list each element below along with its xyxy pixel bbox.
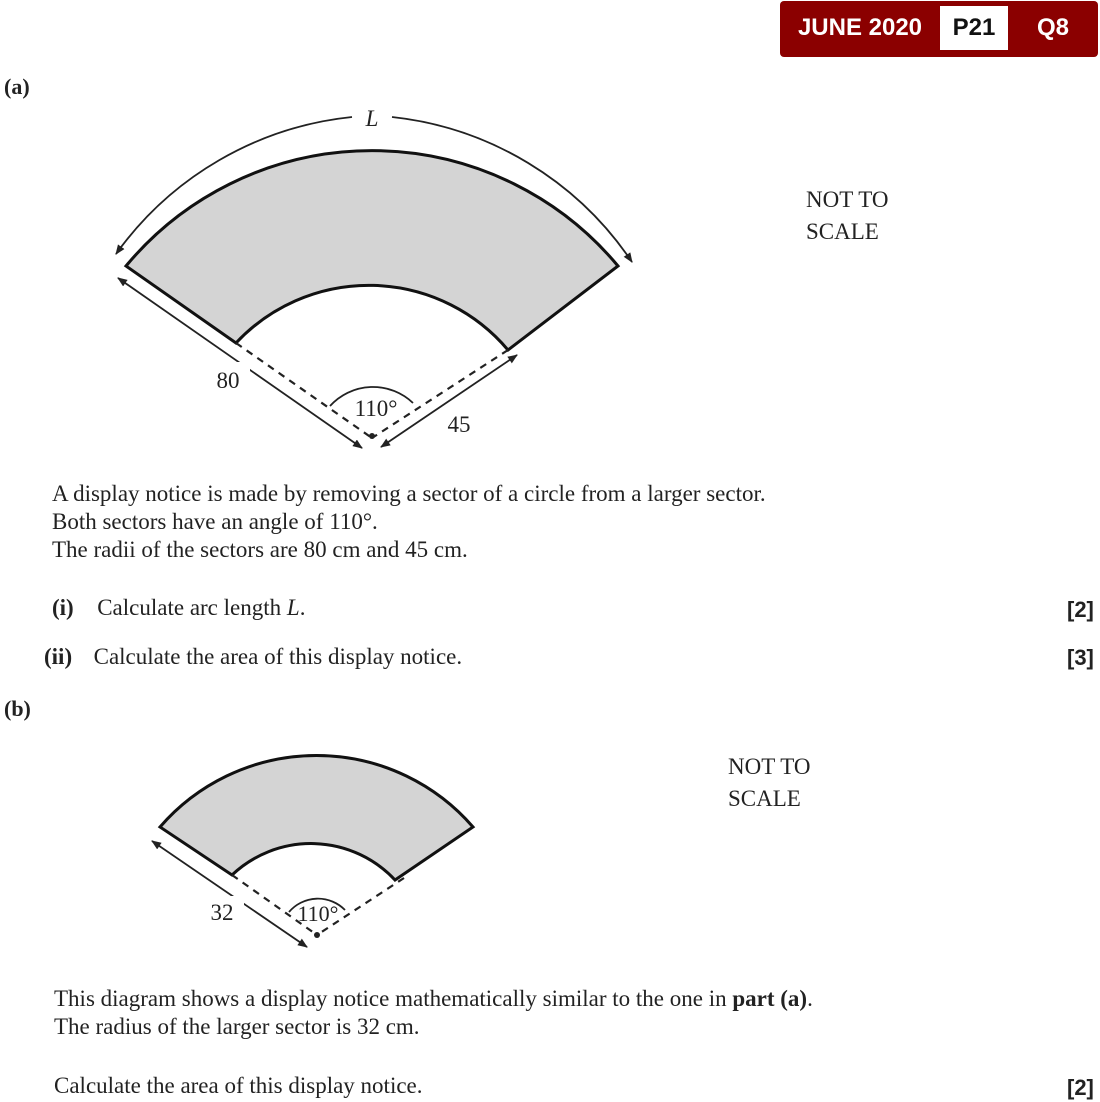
not-to-scale-a-line2: SCALE — [806, 219, 879, 244]
not-to-scale-a — [806, 184, 888, 248]
part-a-description — [52, 480, 766, 564]
question-number: Q8 — [1036, 14, 1069, 41]
question-a-i-number: (i) — [52, 595, 74, 620]
part-a-text-line1: A display notice is made by removing a sector of a circle from a larger sector. — [52, 481, 766, 506]
part-b-text-line1 — [54, 985, 813, 1013]
marks-b: [2] — [1067, 1075, 1094, 1100]
paper-number: P21 — [940, 6, 1008, 50]
question-a-ii — [44, 643, 462, 671]
part-b-text-line1-bold: part (a) — [732, 986, 808, 1011]
question-a-ii-text: Calculate the area of this display notice. — [93, 644, 463, 669]
marks-a-i: [2] — [1067, 597, 1094, 622]
arc-length-label: L — [365, 106, 379, 131]
radius-label-b: 32 — [210, 900, 234, 925]
inner-radius-label: 45 — [447, 412, 471, 437]
marks-a-ii: [3] — [1067, 645, 1094, 670]
part-b-description — [54, 985, 813, 1041]
annular-sector-b — [160, 755, 473, 880]
part-b-text-line1-prefix: This diagram shows a display notice mathematically similar to the one in — [54, 986, 727, 1011]
part-b-text-line1-end: . — [807, 986, 813, 1011]
not-to-scale-b — [728, 751, 810, 815]
part-b-text-line2: The radius of the larger sector is 32 cm. — [54, 1014, 420, 1039]
part-b-diagram — [0, 700, 1100, 960]
part-a-label: (a) — [4, 74, 30, 99]
question-a-i — [52, 594, 305, 622]
not-to-scale-b-line1: NOT TO — [728, 754, 811, 779]
question-a-ii-number: (ii) — [44, 644, 73, 669]
part-a-diagram — [0, 0, 1100, 470]
annular-sector — [126, 151, 618, 350]
not-to-scale-a-line1: NOT TO — [806, 187, 889, 212]
angle-label-b: 110° — [297, 901, 339, 926]
not-to-scale-b-line2: SCALE — [728, 786, 801, 811]
exam-date: JUNE 2020 — [797, 14, 923, 41]
question-b: Calculate the area of this display notice. — [54, 1073, 423, 1098]
question-a-i-variable: L — [286, 595, 300, 620]
outer-radius-label: 80 — [216, 368, 240, 393]
part-b-label: (b) — [4, 696, 31, 721]
question-a-i-end: . — [299, 595, 306, 620]
part-a-text-line2: Both sectors have an angle of 110°. — [52, 509, 378, 534]
part-a-text-line3: The radii of the sectors are 80 cm and 45 cm. — [52, 537, 468, 562]
angle-label: 110° — [354, 396, 398, 421]
question-a-i-text: Calculate arc length — [97, 595, 282, 620]
